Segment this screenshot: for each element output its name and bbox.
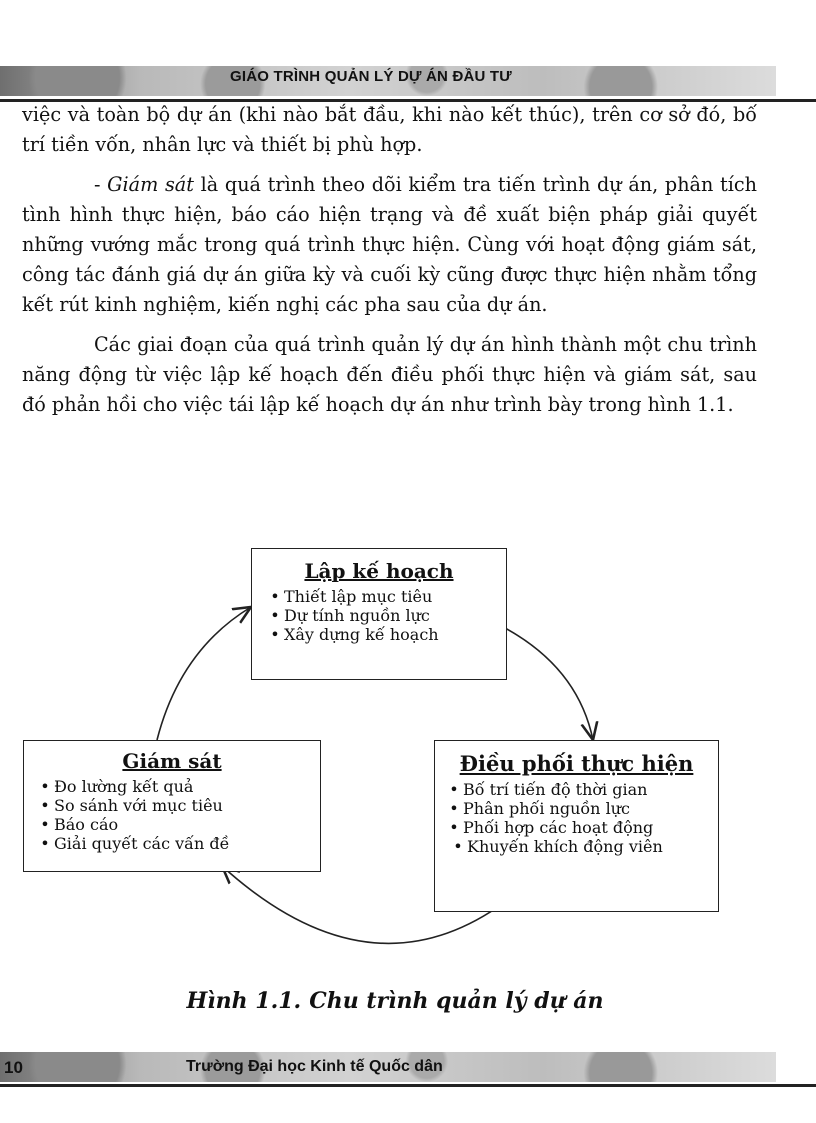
list-item: • So sánh với mục tiêu	[36, 796, 320, 815]
list-item: • Thiết lập mục tiêu	[266, 587, 506, 606]
list-item: • Bố trí tiến độ thời gian	[445, 780, 718, 799]
list-item: • Phối hợp các hoạt động	[445, 818, 718, 837]
footer-school: Trường Đại học Kinh tế Quốc dân	[186, 1058, 443, 1075]
figure-caption	[0, 988, 790, 1014]
plan-list	[252, 587, 506, 644]
arrow-plan-to-coordinate	[505, 628, 593, 740]
list-item: • Xây dựng kế hoạch	[266, 625, 506, 644]
list-item: • Dự tính nguồn lực	[266, 606, 506, 625]
list-item: • Đo lường kết quả	[36, 777, 320, 796]
dash: -	[94, 173, 108, 196]
plan-box	[251, 548, 507, 680]
footer-band	[0, 1052, 776, 1082]
list-item: • Phân phối nguồn lực	[445, 799, 718, 818]
monitor-list	[24, 777, 320, 853]
plan-title: Lập kế hoạch	[304, 559, 454, 583]
coordinate-box	[434, 740, 719, 912]
caption-label: Hình 1.1.	[186, 988, 302, 1014]
monitor-box	[23, 740, 321, 872]
list-item: • Báo cáo	[36, 815, 320, 834]
coordinate-list	[435, 780, 718, 856]
caption-text: Chu trình quản lý dự án	[309, 988, 604, 1014]
page-number: 10	[4, 1058, 23, 1077]
coordinate-title: Điều phối thực hiện	[459, 751, 694, 776]
header-title: GIÁO TRÌNH QUẢN LÝ DỰ ÁN ĐẦU TƯ	[230, 68, 512, 85]
list-item: • Giải quyết các vấn đề	[36, 834, 320, 853]
paragraph-2-text: là quá trình theo dõi kiểm tra tiến trình dự án, phân tích tình hình thực hiện, báo cáo hiện trạng và đề xuất biện pháp giải quyết những vướng mắc trong quá trình thực hiện. Cùng với hoạt động giám sát, công tác đánh giá dự án giữa kỳ và cuối kỳ cũng được thực hiện nhằm tổng kết rút kinh nghiệm, kiến nghị các pha sau của dự án.	[22, 173, 757, 316]
paragraph-1: việc và toàn bộ dự án (khi nào bắt đầu, khi nào kết thúc), trên cơ sở đó, bố trí tiền vốn, nhân lực và thiết bị phù hợp.	[22, 103, 757, 156]
arrow-monitor-to-plan	[157, 607, 251, 740]
paragraph-3: Các giai đoạn của quá trình quản lý dự án hình thành một chu trình năng động từ việc lập kế hoạch đến điều phối thực hiện và giám sát, sau đó phản hồi cho việc tái lập kế hoạch dự án như trình bày trong hình 1.1.	[22, 333, 757, 416]
monitor-title: Giám sát	[122, 749, 222, 773]
list-item: • Khuyến khích động viên	[445, 837, 718, 856]
term-giam-sat: Giám sát	[107, 173, 194, 196]
